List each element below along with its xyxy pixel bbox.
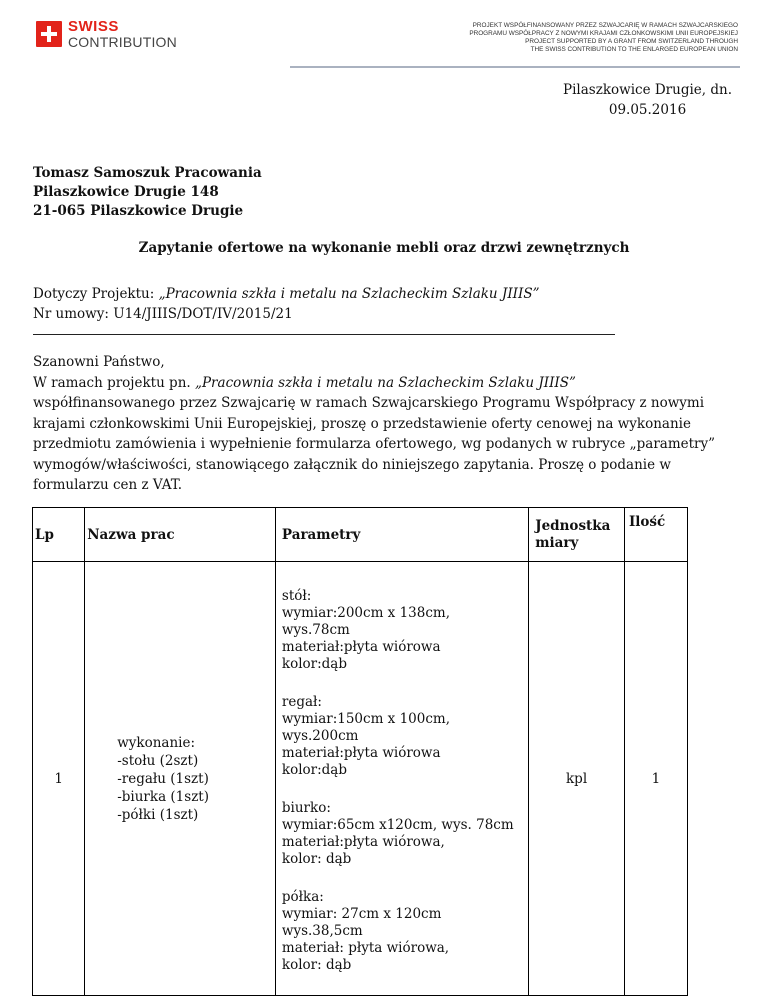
- letter-paragraph: [33, 373, 733, 496]
- table-row: [33, 562, 688, 996]
- param-line: stół:: [281, 588, 312, 604]
- header-name: Nazwa prac: [85, 508, 276, 562]
- place-date: [563, 80, 732, 120]
- param-block-shelf-unit: [282, 694, 522, 779]
- cell-lp: 1: [33, 562, 85, 996]
- header-note-line: THE SWISS CONTRIBUTION TO THE ENLARGED EUROPEAN UNION: [530, 46, 738, 53]
- intro-text: W ramach projektu pn.: [33, 374, 195, 391]
- addressee-city: 21-065 Pilaszkowice Drugie: [33, 203, 244, 219]
- addressee-name: Tomasz Samoszuk Pracowania: [33, 165, 262, 181]
- logo-contribution: CONTRIBUTION: [68, 34, 177, 50]
- addressee: [33, 164, 262, 221]
- swiss-cross-icon: [36, 21, 62, 47]
- name-line: -regału (1szt): [117, 770, 209, 787]
- header-divider: [290, 66, 740, 68]
- param-line: materiał:płyta wiórowa: [281, 745, 441, 761]
- name-line: wykonanie:: [117, 734, 196, 751]
- name-line: -półki (1szt): [117, 806, 199, 823]
- document-subject: Zapytanie ofertowe na wykonanie mebli oraz drzwi zewnętrznych: [138, 240, 630, 256]
- logo-text: [68, 19, 177, 49]
- param-line: kolor:dąb: [281, 762, 347, 778]
- date-line: 09.05.2016: [608, 102, 687, 118]
- header-params: Parametry: [275, 508, 528, 562]
- name-line: -biurka (1szt): [117, 788, 209, 805]
- header-qty: Ilość: [624, 508, 687, 562]
- param-line: kolor: dąb: [281, 957, 352, 973]
- cell-params: [275, 562, 528, 996]
- cell-unit: kpl: [529, 562, 625, 996]
- param-block-desk: [282, 800, 522, 868]
- project-title: „Pracownia szkła i metalu na Szlacheckim Szlaku JIIIS”: [158, 286, 540, 302]
- cell-qty: 1: [624, 562, 687, 996]
- param-line: materiał:płyta wiórowa,: [281, 834, 445, 850]
- project-label: Dotyczy Projektu:: [33, 286, 159, 302]
- param-line: wymiar:200cm x 138cm, wys.78cm: [281, 605, 451, 638]
- param-line: biurko:: [281, 800, 331, 816]
- works-table: [32, 507, 688, 996]
- body-project-title: „Pracownia szkła i metalu na Szlacheckim Szlaku JIIIS”: [194, 374, 576, 391]
- table-header-row: [33, 508, 688, 562]
- header-note: [469, 22, 738, 54]
- param-line: wymiar:65cm x120cm, wys. 78cm: [281, 817, 514, 833]
- header-note-line: PROJEKT WSPÓŁFINANSOWANY PRZEZ SZWAJCARIĘ W RAMACH SZWAJCARSKIEGO: [472, 22, 738, 29]
- param-line: wymiar:150cm x 100cm, wys.200cm: [281, 711, 451, 744]
- greeting: Szanowni Państwo,: [33, 354, 165, 370]
- place-line: Pilaszkowice Drugie, dn.: [563, 82, 732, 98]
- body-text: współfinansowanego przez Szwajcarię w ramach Szwajcarskiego Programu Współpracy z nowymi krajami członkowskimi Unii Europejskiej, proszę o przedstawienie oferty cenowej na wykonanie przedmiotu zamówienia i wypełnienie formularza ofertowego, wg podanych w rubryce „parametry” wymogów/właściwości, stanowiącego załącznik do niniejszego zapytania. Proszę o podanie w formularzu cen z VAT.: [33, 395, 716, 493]
- param-line: materiał:płyta wiórowa: [281, 639, 441, 655]
- contract-number: Nr umowy: U14/JIIIS/DOT/IV/2015/21: [33, 306, 293, 322]
- letter-body: [33, 352, 733, 496]
- param-line: regał:: [281, 694, 322, 710]
- header-lp: Lp: [33, 508, 85, 562]
- param-line: półka:: [281, 889, 324, 905]
- name-line: -stołu (2szt): [117, 752, 199, 769]
- param-block-shelf: [282, 889, 522, 974]
- param-line: wymiar: 27cm x 120cm wys.38,5cm: [281, 906, 442, 939]
- separator-line: [33, 334, 615, 335]
- param-block-table: [282, 588, 522, 673]
- logo-swiss: SWISS: [68, 18, 119, 35]
- header-note-line: PROGRAMU WSPÓŁPRACY Z NOWYMI KRAJAMI CZŁONKOWSKIMI UNII EUROPEJSKIEJ: [469, 30, 738, 37]
- header-unit: Jednostka miary: [529, 508, 625, 562]
- addressee-street: Pilaszkowice Drugie 148: [33, 184, 219, 200]
- header-note-line: PROJECT SUPPORTED BY A GRANT FROM SWITZERLAND THROUGH: [525, 38, 738, 45]
- project-line: [33, 284, 539, 304]
- swiss-contribution-logo: [36, 19, 177, 49]
- cell-name: [85, 562, 276, 996]
- project-info: [33, 284, 539, 324]
- param-line: kolor: dąb: [281, 851, 352, 867]
- param-line: kolor:dąb: [281, 656, 347, 672]
- param-line: materiał: płyta wiórowa,: [281, 940, 450, 956]
